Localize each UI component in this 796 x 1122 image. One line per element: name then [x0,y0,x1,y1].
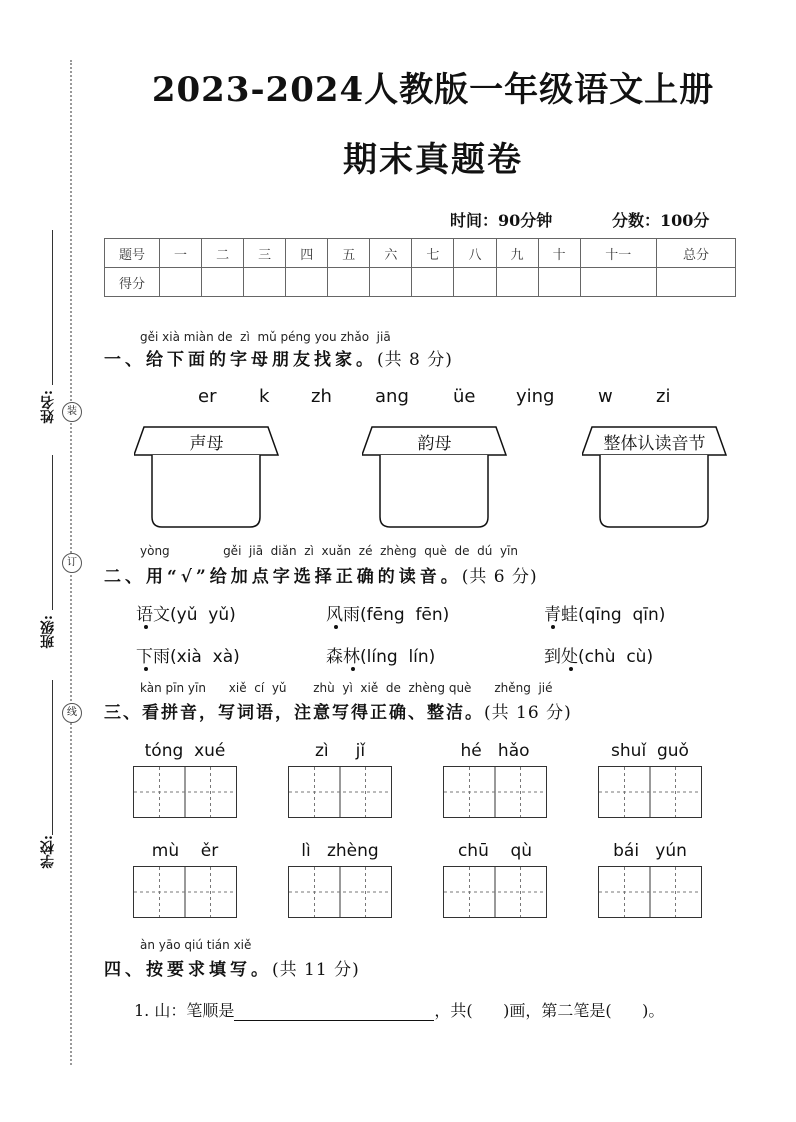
score-cell[interactable] [160,268,202,297]
table-cell: 五 [328,239,370,268]
writing-grid[interactable] [598,766,702,818]
reading-item [326,642,435,667]
score-cell[interactable] [370,268,412,297]
word-pinyin: hé hǎo [460,741,530,761]
table-cell: 题号 [105,239,160,268]
section1-heading [104,345,453,370]
letter-item: ying [516,386,555,407]
letter-item: zi [656,386,671,407]
table-cell: 七 [412,239,454,268]
question-1-rest: ，共( )画，第二笔是( )。 [434,1001,665,1020]
grid-lines [134,767,236,817]
word-pinyin: shuǐ guǒ [611,741,689,761]
score-cell[interactable] [286,268,328,297]
question-1-prefix: 1. 山：笔顺是 [134,1001,235,1020]
total-score: 分数：100分 [612,211,710,230]
page-title: 2023-2024人教版一年级语文上册 [151,70,715,110]
section1-pinyin: gěi xià miàn de zì mǔ péng you zhǎo jiā [140,330,391,344]
school-blank-line [52,680,53,835]
reading-word: 语文 [136,605,170,625]
house-label: 整体认读音节 [603,434,706,454]
table-cell: 十一 [580,239,656,268]
reading-item [326,600,449,625]
question-1 [134,998,664,1021]
letter-item: k [259,386,270,407]
word-pinyin: lì zhèng [301,841,379,861]
letter-item: er [198,386,217,407]
writing-grid[interactable] [133,866,237,918]
score-cell[interactable] [412,268,454,297]
section4-pinyin: àn yāo qiú tián xiě [140,938,252,952]
reading-word: 到处 [544,647,578,667]
reading-options[interactable]: (líng lín) [360,647,436,667]
word-pinyin: mù ěr [151,841,219,861]
emphasis-dot [569,667,573,671]
grid-lines [289,767,391,817]
table-cell: 十 [538,239,580,268]
word-pinyin: tóng xué [144,741,226,761]
section2-heading [104,562,538,587]
section1-heading-text: 一、给下面的字母朋友找家。 [104,350,377,370]
bind-mark-ding: 订 [62,553,82,573]
house-label: 韵母 [417,434,452,454]
reading-item [136,600,236,625]
emphasis-dot [551,625,555,629]
bind-mark-xian: 线 [62,703,82,723]
score-cell[interactable] [496,268,538,297]
reading-word: 下雨 [136,647,170,667]
table-cell: 二 [202,239,244,268]
score-cell[interactable] [454,268,496,297]
reading-options[interactable]: (qīng qīn) [578,605,666,625]
time-limit: 时间：90分钟 [450,211,553,230]
section1-points: (共 8 分) [377,350,453,370]
reading-word: 风雨 [326,605,360,625]
reading-item [544,600,665,625]
emphasis-dot [144,625,148,629]
name-label: 姓名: [40,390,56,424]
grid-lines [599,867,701,917]
class-blank-line [52,455,53,610]
section3-pinyin: kàn pīn yīn xiě cí yǔ zhù yì xiě de zhèng què zhěng jié [140,681,553,695]
letter-item: üe [453,386,476,407]
table-cell: 一 [160,239,202,268]
grid-lines [289,867,391,917]
table-cell: 三 [244,239,286,268]
table-cell: 总分 [657,239,736,268]
reading-options[interactable]: (fēng fēn) [360,605,450,625]
page-subtitle: 期末真题卷 [343,140,523,180]
grid-lines [599,767,701,817]
reading-word: 青蛙 [544,605,578,625]
bind-mark-zhuang: 装 [62,402,82,422]
score-table-score-row [105,268,736,297]
table-cell: 得分 [105,268,160,297]
letter-item: w [598,386,613,407]
emphasis-dot [351,667,355,671]
table-cell: 四 [286,239,328,268]
reading-options[interactable]: (yǔ yǔ) [170,605,236,625]
score-cell[interactable] [657,268,736,297]
table-cell: 八 [454,239,496,268]
emphasis-dot [334,625,338,629]
word-pinyin: zì jǐ [314,741,366,761]
reading-item [136,642,240,667]
score-cell[interactable] [244,268,286,297]
stroke-order-blank[interactable] [234,1004,434,1021]
writing-grid[interactable] [598,866,702,918]
word-pinyin: chū qù [457,841,533,861]
reading-item [544,642,653,667]
section3-heading-text: 三、看拼音，写词语，注意写得正确、整洁。 [104,703,484,723]
section2-heading-text: 二、用“√”给加点字选择正确的读音。 [104,567,462,587]
score-cell[interactable] [580,268,656,297]
writing-grid[interactable] [443,866,547,918]
reading-word: 森林 [326,647,360,667]
section2-pinyin: yòng gěi jiā diǎn zì xuǎn zé zhèng què de dú yīn [140,544,518,558]
writing-grid[interactable] [288,866,392,918]
letter-item: ang [375,386,409,407]
score-table-header-row [105,239,736,268]
score-cell[interactable] [202,268,244,297]
section4-points: (共 11 分) [272,960,360,980]
word-pinyin: bái yún [613,841,687,861]
table-cell: 九 [496,239,538,268]
reading-options[interactable]: (chù cù) [578,647,654,667]
grid-lines [444,867,546,917]
section4-heading [104,955,360,980]
writing-grid[interactable] [288,766,392,818]
grid-lines [134,867,236,917]
score-cell[interactable] [538,268,580,297]
score-table [104,238,736,297]
section4-heading-text: 四、按要求填写。 [104,960,272,980]
house-label: 声母 [189,434,224,454]
class-label: 班级: [40,615,56,649]
grid-lines [444,767,546,817]
section2-points: (共 6 分) [461,567,538,587]
writing-grid[interactable] [443,766,547,818]
section3-points: (共 16 分) [484,703,572,723]
score-cell[interactable] [328,268,370,297]
letter-item: zh [311,386,332,407]
writing-grid[interactable] [133,766,237,818]
reading-options[interactable]: (xià xà) [170,647,240,667]
emphasis-dot [144,667,148,671]
name-blank-line [52,230,53,385]
school-label: 学校: [40,835,56,869]
table-cell: 六 [370,239,412,268]
section3-heading [104,698,572,723]
